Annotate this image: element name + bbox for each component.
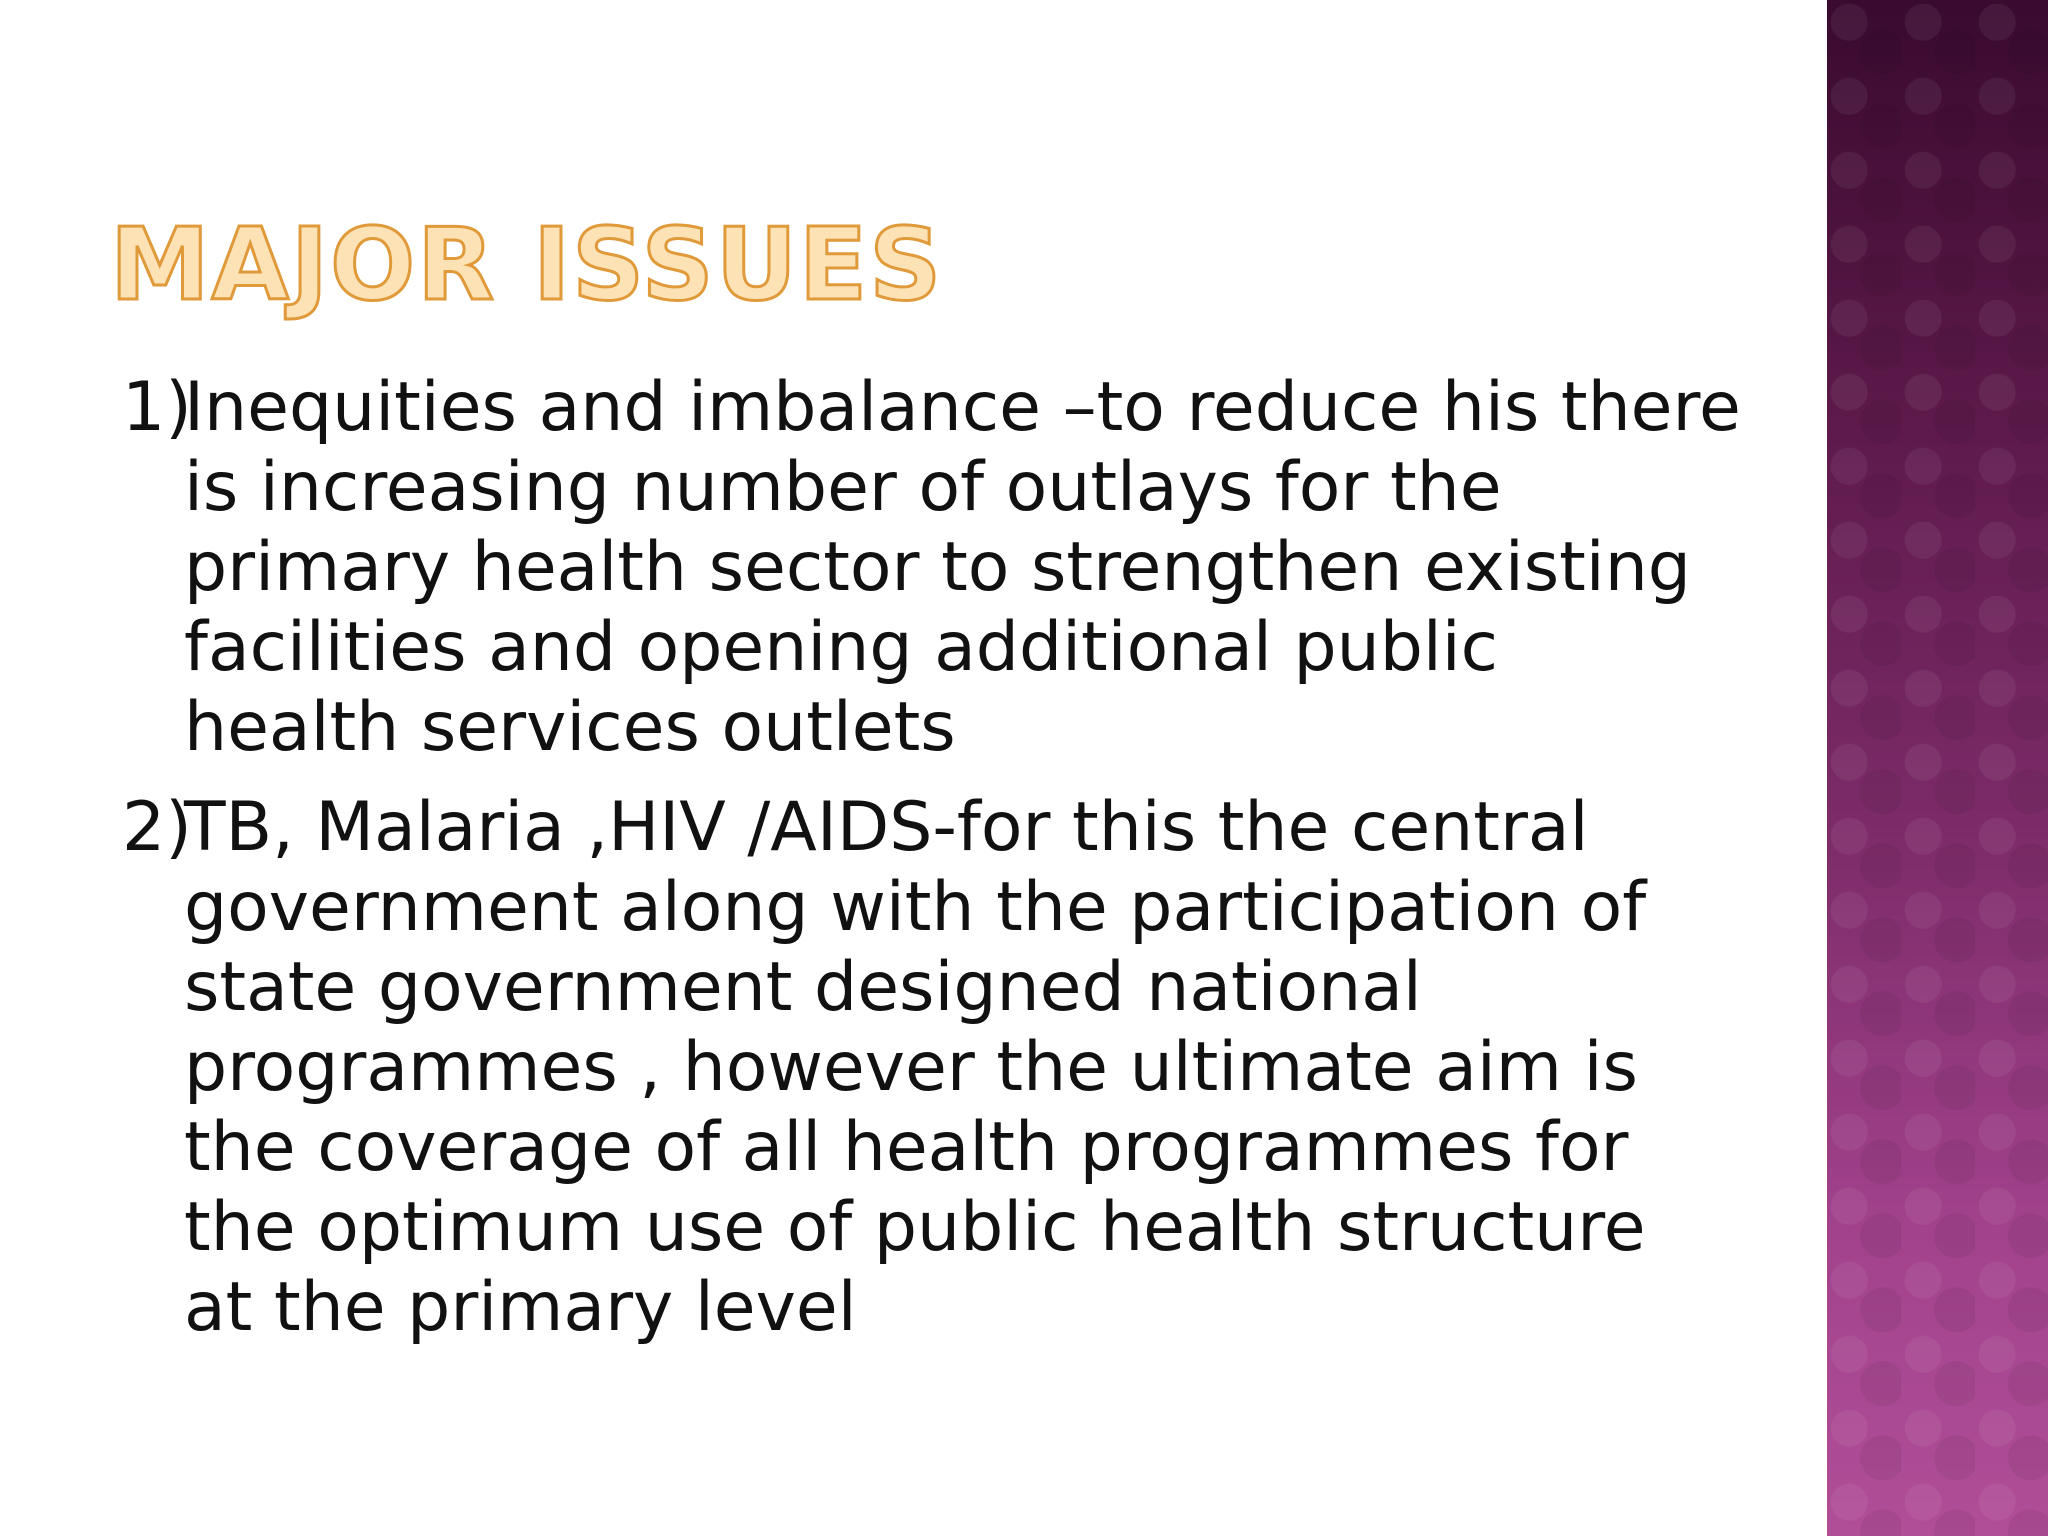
list-item-text	[184, 788, 1722, 1348]
text-line: the coverage of all health programmes for	[184, 1108, 1629, 1187]
text-line: state government designed national	[184, 948, 1422, 1027]
issues-list	[122, 368, 1741, 1368]
text-line: government along with the participation of	[184, 868, 1647, 947]
text-line: Inequities and imbalance –to reduce his there	[184, 368, 1741, 447]
text-line: at the primary level	[184, 1268, 857, 1347]
slide-title: MAJOR ISSUES	[110, 206, 944, 323]
list-item-1	[122, 368, 1741, 768]
list-item-2	[122, 788, 1722, 1348]
text-line: the optimum use of public health structure	[184, 1188, 1646, 1267]
text-line: TB, Malaria ,HIV /AIDS-for this the central	[184, 788, 1589, 867]
list-item-number: 2)	[122, 788, 192, 867]
text-line: programmes , however the ultimate aim is	[184, 1028, 1638, 1107]
list-item-text	[184, 368, 1741, 768]
side-band-pattern	[1827, 0, 2048, 1536]
text-line: primary health sector to strengthen existing	[184, 528, 1691, 607]
text-line: facilities and opening additional public	[184, 608, 1499, 687]
decorative-side-band	[1827, 0, 2048, 1536]
list-item-number: 1)	[122, 368, 192, 447]
text-line: health services outlets	[184, 688, 956, 767]
text-line: is increasing number of outlays for the	[184, 448, 1502, 527]
